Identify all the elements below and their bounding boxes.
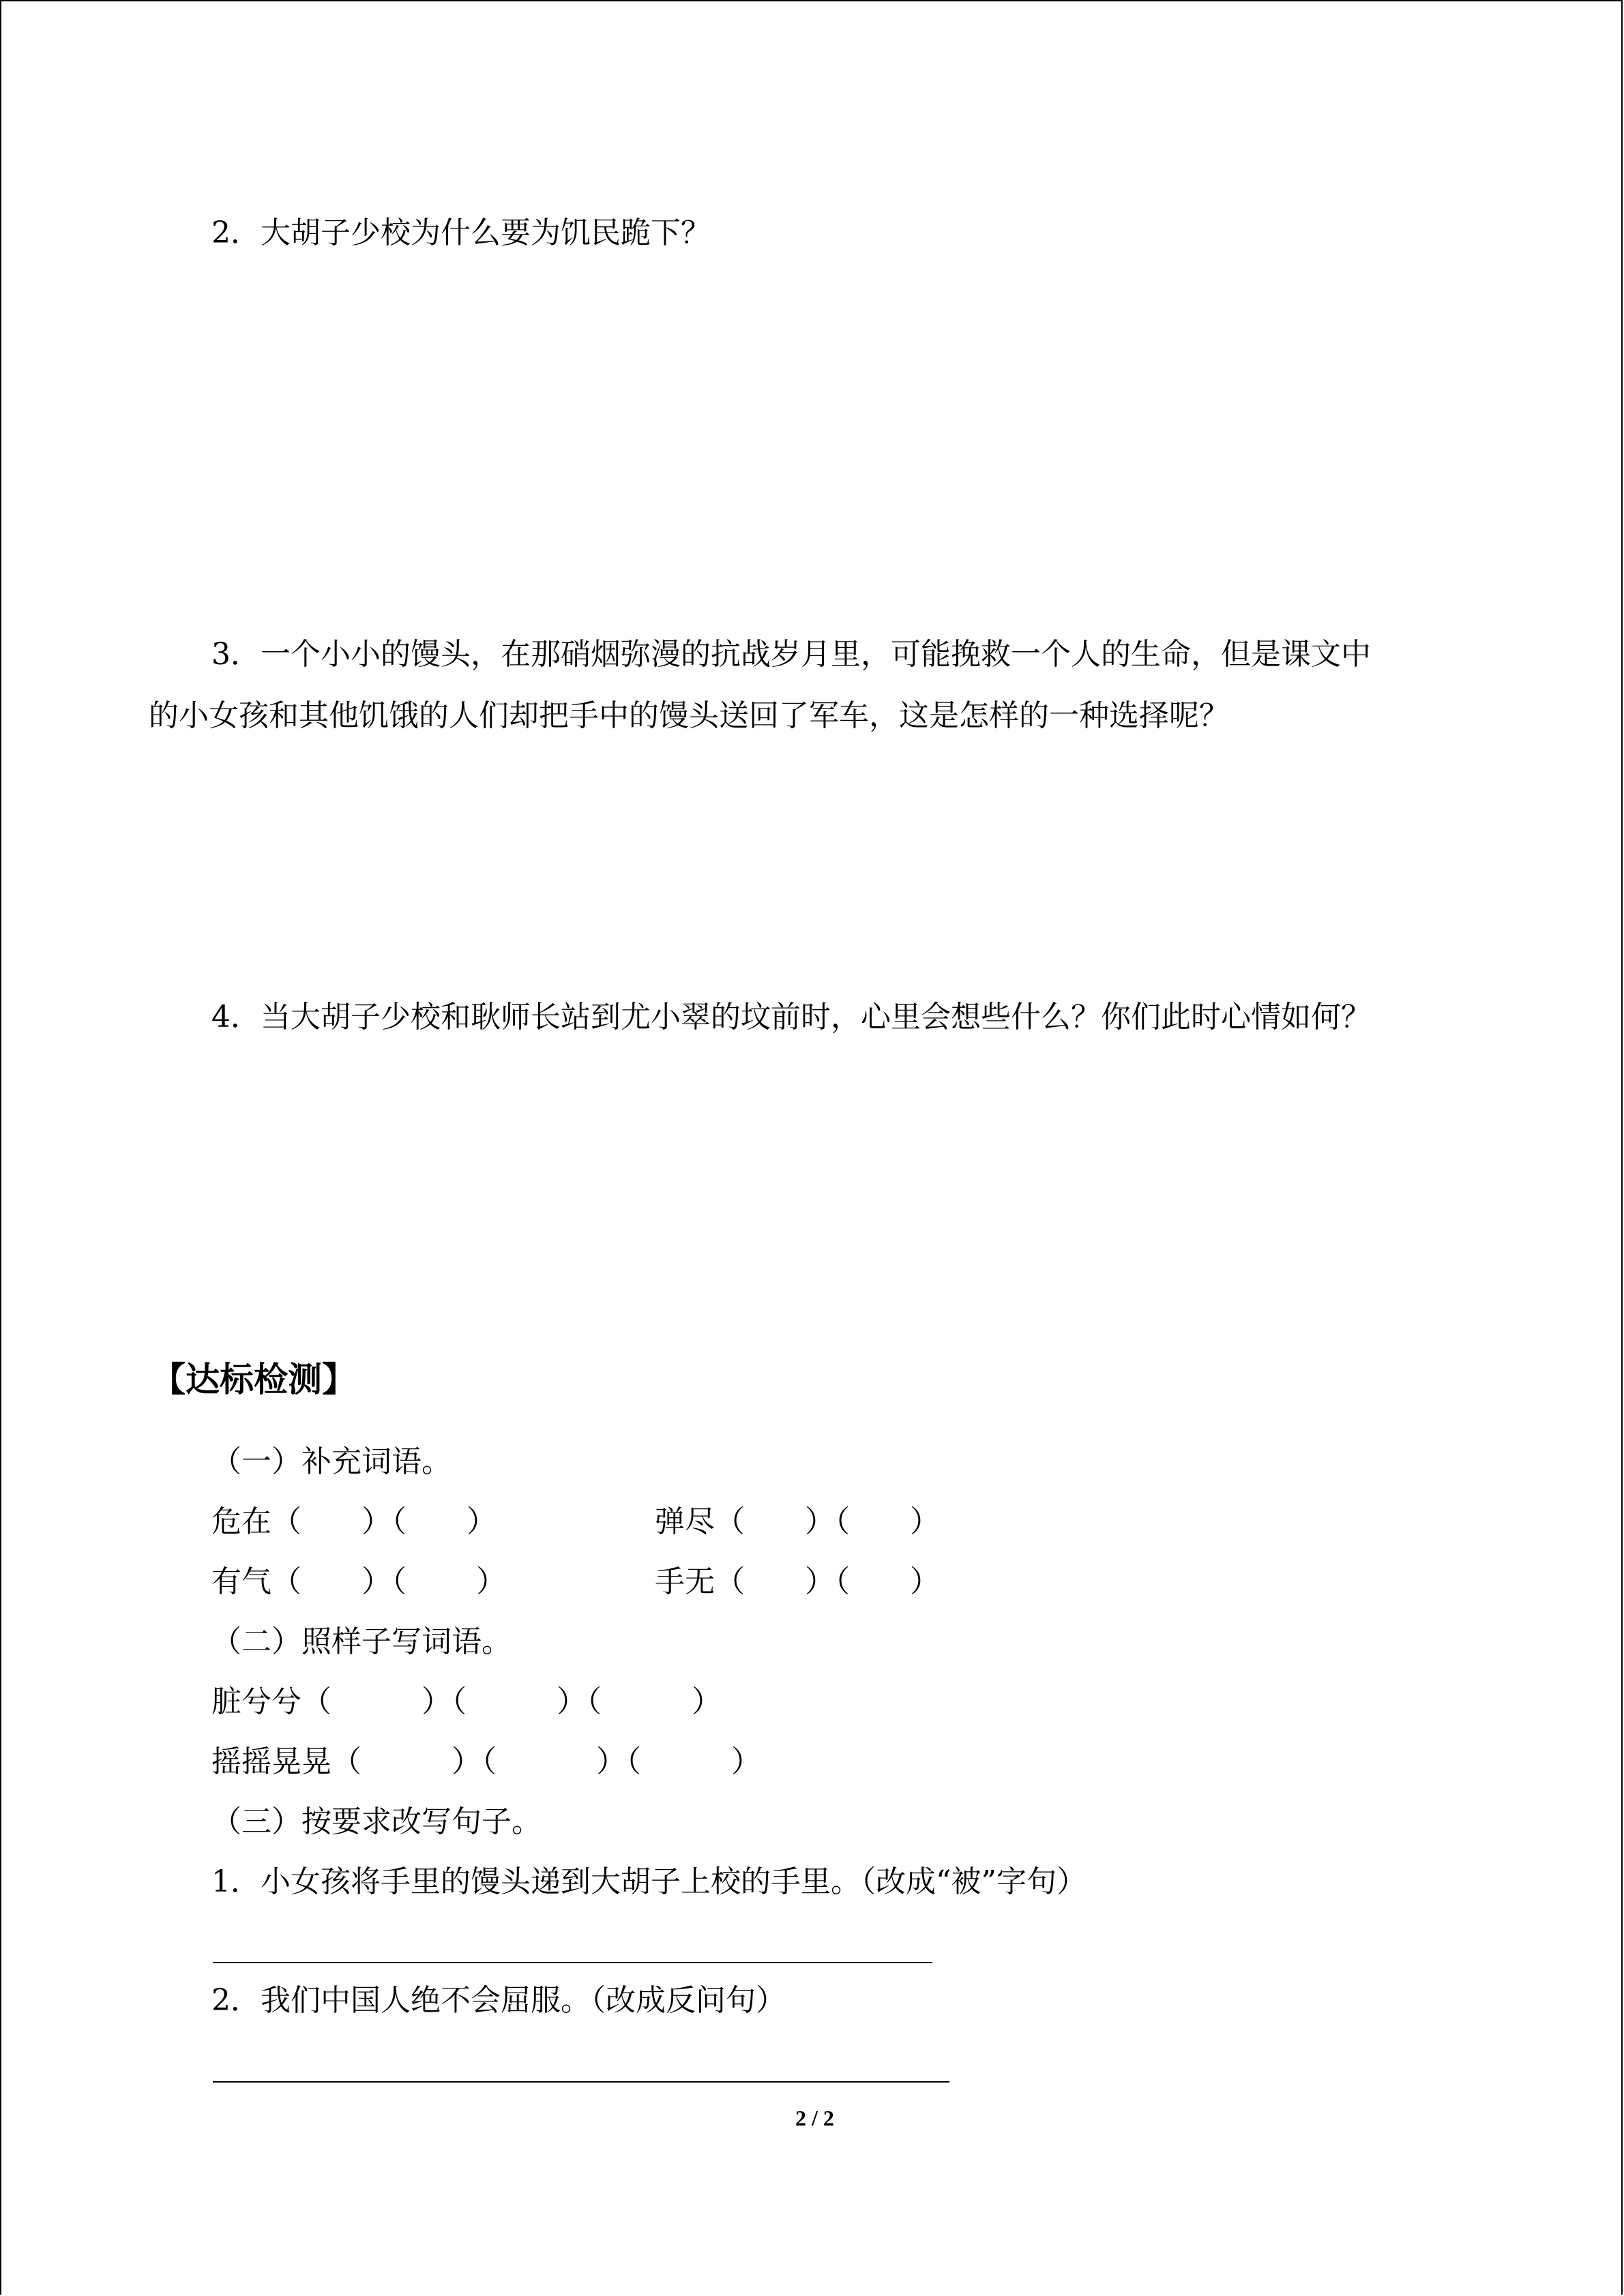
pattern-word-row-2[interactable]: 摇摇晃晃（ ）（ ）（ ） bbox=[211, 1744, 761, 1779]
fill-word-2[interactable]: 弹尽（ ）（ ） bbox=[655, 1504, 940, 1539]
rewrite-question-1: 1．小女孩将手里的馒头递到大胡子上校的手里。（改成“被”字句） bbox=[211, 1864, 1087, 1899]
question-3-line-2: 的小女孩和其他饥饿的人们却把手中的馒头送回了军车，这是怎样的一种选择呢？ bbox=[149, 698, 1229, 733]
answer-line-1[interactable] bbox=[213, 1962, 932, 1963]
pattern-word-row-1[interactable]: 脏兮兮（ ）（ ）（ ） bbox=[211, 1684, 722, 1719]
rewrite-question-2: 2．我们中国人绝不会屈服。（改成反问句） bbox=[211, 1983, 786, 2018]
question-3-line-1: 3．一个小小的馒头，在那硝烟弥漫的抗战岁月里，可能挽救一个人的生命，但是课文中 bbox=[211, 637, 1371, 672]
section-title: 【达标检测】 bbox=[151, 1360, 356, 1399]
page-number: 2 / 2 bbox=[795, 2106, 834, 2130]
part-1-title: （一）补充词语。 bbox=[211, 1444, 452, 1479]
part-2-title: （二）照样子写词语。 bbox=[211, 1624, 512, 1659]
fill-word-4[interactable]: 手无（ ）（ ） bbox=[655, 1564, 940, 1599]
part-3-title: （三）按要求改写句子。 bbox=[211, 1804, 542, 1839]
fill-word-3[interactable]: 有气（ ）（ ） bbox=[211, 1564, 506, 1599]
question-2: 2．大胡子少校为什么要为饥民跪下？ bbox=[211, 215, 711, 250]
fill-word-1[interactable]: 危在（ ）（ ） bbox=[211, 1504, 497, 1539]
answer-line-2[interactable] bbox=[213, 2081, 949, 2083]
question-4: 4．当大胡子少校和耿师长站到尤小翠的坟前时，心里会想些什么？你们此时心情如何？ bbox=[211, 1000, 1371, 1034]
